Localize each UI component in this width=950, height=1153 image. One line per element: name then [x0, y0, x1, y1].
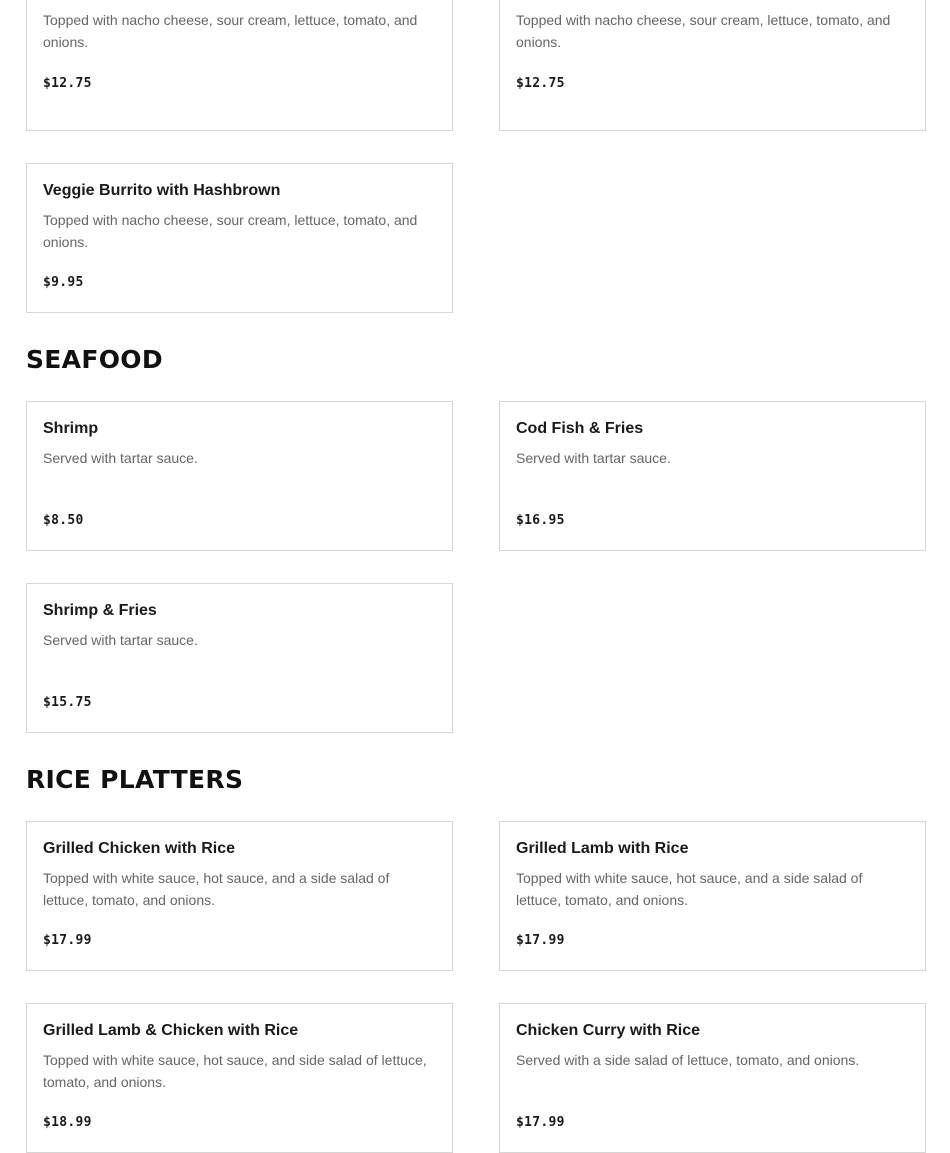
- item-price: $9.95: [43, 275, 84, 290]
- item-description: Served with a side salad of lettuce, tomato, and onions.: [516, 1052, 860, 1068]
- menu-item-card[interactable]: [499, 0, 926, 131]
- item-price: $17.99: [43, 933, 92, 948]
- menu-item-card[interactable]: [26, 583, 453, 733]
- item-description: Topped with white sauce, hot sauce, and a side salad of lettuce, tomato, and onions.: [43, 870, 390, 908]
- item-price: $15.75: [43, 695, 92, 710]
- item-description: Topped with white sauce, hot sauce, and a side salad of lettuce, tomato, and onions.: [516, 870, 863, 908]
- item-price: $17.99: [516, 933, 565, 948]
- item-price: $17.99: [516, 1115, 565, 1130]
- menu-item-card[interactable]: [26, 821, 453, 971]
- item-description: Served with tartar sauce.: [43, 450, 198, 466]
- item-name: Grilled Chicken with Rice: [43, 840, 236, 857]
- menu-item-card[interactable]: [26, 0, 453, 131]
- item-name: Grilled Lamb with Rice: [516, 840, 689, 857]
- item-description: Topped with nacho cheese, sour cream, lettuce, tomato, and onions.: [43, 12, 418, 50]
- item-name: Grilled Lamb & Chicken with Rice: [43, 1022, 299, 1039]
- item-price: $12.75: [516, 76, 565, 91]
- menu-item-card[interactable]: [499, 401, 926, 551]
- item-description: Topped with white sauce, hot sauce, and side salad of lettuce, tomato, and onions.: [43, 1052, 427, 1090]
- item-description: Served with tartar sauce.: [43, 632, 198, 648]
- section-title-seafood: SEAFOOD: [26, 345, 163, 374]
- item-description: Topped with nacho cheese, sour cream, lettuce, tomato, and onions.: [516, 12, 891, 50]
- item-name: Shrimp & Fries: [43, 602, 157, 619]
- menu-item-card[interactable]: [26, 1003, 453, 1153]
- item-description: Served with tartar sauce.: [516, 450, 671, 466]
- item-name: Chicken Curry with Rice: [516, 1022, 701, 1039]
- menu-item-card[interactable]: [26, 163, 453, 313]
- menu-item-card[interactable]: [499, 1003, 926, 1153]
- section-title-rice-platters: RICE PLATTERS: [26, 765, 244, 794]
- item-price: $18.99: [43, 1115, 92, 1130]
- item-description: Topped with nacho cheese, sour cream, lettuce, tomato, and onions.: [43, 212, 418, 250]
- menu-item-card[interactable]: [26, 401, 453, 551]
- item-name: Veggie Burrito with Hashbrown: [43, 182, 281, 199]
- item-name: Shrimp: [43, 420, 99, 437]
- menu-item-card[interactable]: [499, 821, 926, 971]
- item-name: Cod Fish & Fries: [516, 420, 644, 437]
- item-price: $8.50: [43, 513, 84, 528]
- item-name: [43, 0, 438, 2]
- item-name: [516, 0, 911, 2]
- item-price: $12.75: [43, 76, 92, 91]
- item-price: $16.95: [516, 513, 565, 528]
